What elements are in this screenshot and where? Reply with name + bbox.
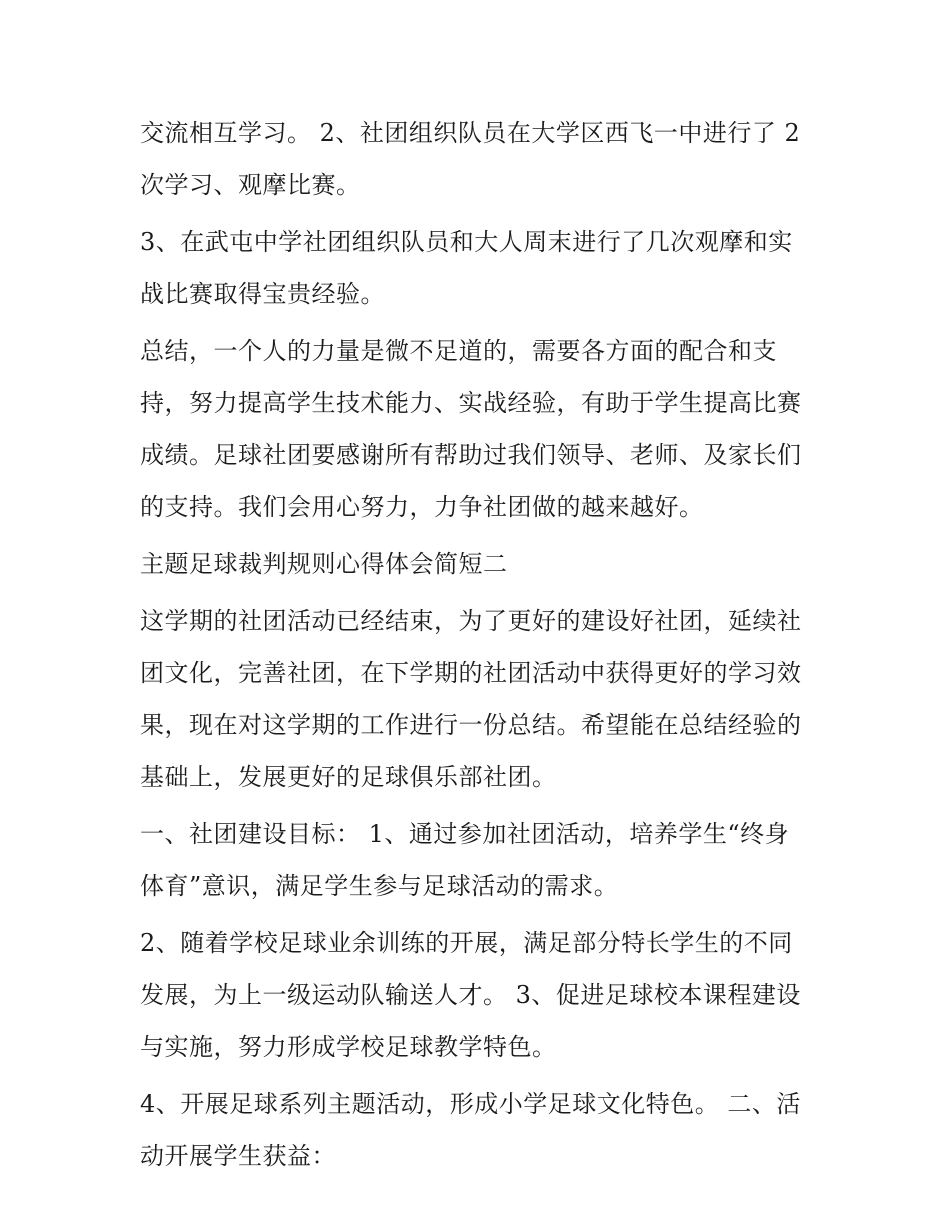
text-line: 与实施，努力形成学校足球教学特色。 (140, 1033, 557, 1061)
text-line: 交流相互学习。 2、社团组织队员在大学区西飞一中进行了 2 (140, 119, 801, 147)
text-line: 成绩。足球社团要感谢所有帮助过我们领导、老师、及家长们 (140, 441, 802, 469)
text-line: 2、随着学校足球业余训练的开展，满足部分特长学生的不同 (140, 929, 793, 957)
text-line: 动开展学生获益： (140, 1142, 336, 1170)
text-line: 的支持。我们会用心努力，力争社团做的越来越好。 (140, 493, 704, 521)
section-heading: 主题足球裁判规则心得体会简短二 (140, 550, 508, 578)
text-line: 果，现在对这学期的工作进行一份总结。希望能在总结经验的 (140, 711, 802, 739)
document-body (140, 107, 820, 1182)
text-line: 基础上，发展更好的足球俱乐部社团。 (140, 763, 557, 791)
text-line: 战比赛取得宝贵经验。 (140, 280, 385, 308)
text-line: 团文化，完善社团，在下学期的社团活动中获得更好的学习效 (140, 659, 802, 687)
text-line: 次学习、观摩比赛。 (140, 171, 361, 199)
text-line: 4、开展足球系列主题活动，形成小学足球文化特色。 二、活 (140, 1090, 801, 1118)
text-line: 总结，一个人的力量是微不足道的，需要各方面的配合和支 (140, 337, 777, 365)
text-line: 体育”意识，满足学生参与足球活动的需求。 (140, 872, 619, 900)
text-line: 一、社团建设目标： 1、通过参加社团活动，培养学生“终身 (140, 820, 790, 848)
text-line: 3、在武屯中学社团组织队员和大人周末进行了几次观摩和实 (140, 228, 793, 256)
text-line: 持，努力提高学生技术能力、实战经验，有助于学生提高比赛 (140, 389, 802, 417)
text-line: 这学期的社团活动已经结束，为了更好的建设好社团，延续社 (140, 607, 802, 635)
text-line: 发展，为上一级运动队输送人才。 3、促进足球校本课程建设 (140, 981, 801, 1009)
